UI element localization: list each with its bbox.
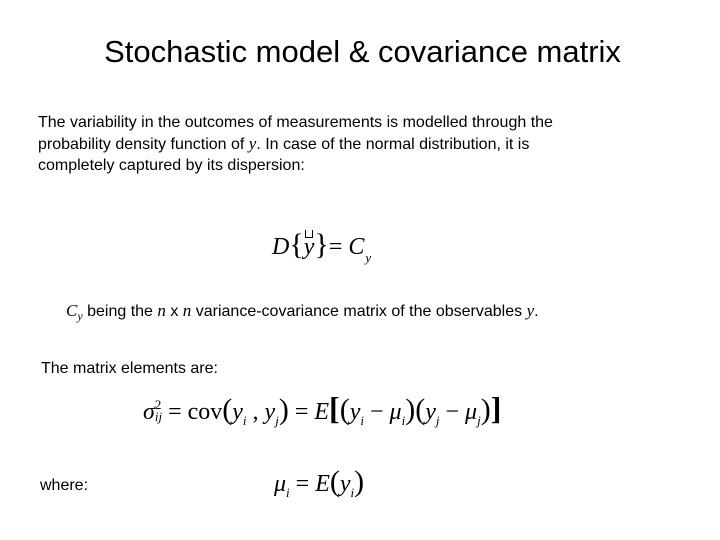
sigma-superscript: 2 [154,397,162,413]
intro-line-2-rest: . In case of the normal distribution, it is [256,136,530,153]
paren-close-3: ) [480,393,491,426]
matrix-C-subscript: y [365,250,372,265]
intro-line-1: The variability in the outcomes of measurements is modelled through the [38,114,553,131]
y-i-2-subscript: i [360,413,364,428]
equals-cov: = cov [162,399,223,425]
matrix-C: C [348,234,365,260]
sigma-superscript-subscript [155,399,162,423]
paren-open: ( [222,393,233,426]
dispersion-equation [272,228,370,267]
mu-subscript: i [286,485,290,500]
y-j-2-subscript: j [435,413,440,428]
symbol-n-2: n [182,301,192,320]
paren-open-3: ( [415,393,426,426]
y-i: y [232,399,243,425]
sigma-subscript: ij [154,409,163,425]
brace-open: { [289,228,304,261]
symbol-C-subscript: y [77,309,83,323]
sigma-symbol: σ [143,399,155,425]
vector-mark [305,230,313,238]
minus-1: − [363,399,390,425]
minus-2: − [439,399,466,425]
covariance-equation [143,388,501,435]
comma: , [246,399,265,425]
paren-close-2: ) [405,393,416,426]
mu-j-subscript: j [477,413,481,428]
mu-symbol: μ [274,471,287,497]
slide-title: Stochastic model & covariance matrix [104,34,621,69]
vector-y: y [303,234,315,260]
bracket-close: ] [490,390,502,426]
brace-close: } [314,228,329,261]
paren-close-mean: ) [354,465,365,498]
mu-j: μ [465,399,478,425]
expectation-E: E [314,399,330,425]
mu-i: μ [389,399,402,425]
equals-2: = [288,399,315,425]
equals-sign: = [328,234,349,260]
definition-text-x: x [165,303,183,320]
y-mean-subscript: i [350,485,355,500]
symbol-y-observables: y [526,301,535,320]
operator-D: D [272,234,290,260]
symbol-y: y [248,134,257,153]
definition-text-2: variance-covariance matrix of the observables [191,303,527,320]
paren-open-2: ( [339,393,350,426]
mean-equation [274,462,364,507]
definition-text-end: . [534,303,539,320]
y-j-2: y [425,399,436,425]
bracket-open: [ [329,390,340,426]
intro-line-3: completely captured by its dispersion: [38,157,305,174]
y-i-2: y [349,399,361,425]
symbol-C: C [66,301,78,320]
mu-i-subscript: i [401,413,406,428]
y-j: y [264,399,276,425]
expectation-E-mean: E [315,471,330,497]
definition-line [66,300,539,323]
matrix-elements-label: The matrix elements are: [41,360,218,377]
where-label: where: [40,477,89,494]
intro-line-2-text: probability density function of [38,136,249,153]
symbol-n-1: n [157,301,166,320]
paren-close: ) [278,393,289,426]
y-j-subscript: j [275,413,279,428]
paren-open-mean: ( [329,465,340,498]
intro-paragraph [38,112,688,176]
intro-line-2 [38,133,688,155]
definition-text-1: being the [82,303,158,320]
y-mean: y [339,471,351,497]
equals-mean: = [289,471,316,497]
y-i-subscript: i [242,413,247,428]
